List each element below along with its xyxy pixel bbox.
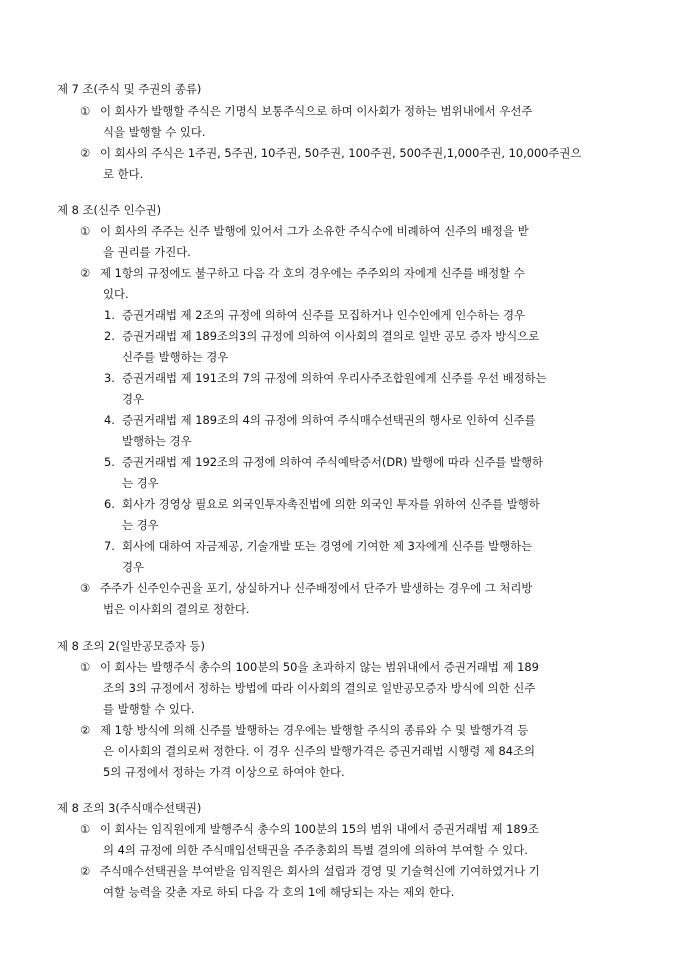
clause-3: ③ 주주가 신주인수권을 포기, 상실하거나 신주배정에서 단주가 발생하는 경우에 그 처리방: [80, 581, 533, 595]
clause-1: ① 이 회사가 발행할 주식은 기명식 보통주식으로 하며 이사회가 정하는 범위내에서 우선주: [80, 104, 533, 118]
clause-1: ① 이 회사의 주주는 신주 발행에 있어서 그가 소유한 주식수에 비례하여 신주의 배정을 받: [80, 224, 529, 238]
subitem-3: 3. 증권거래법 제 191조의 7의 규정에 의하여 우리사주조합원에게 신주를 우선 배정하는: [104, 371, 547, 385]
clause-1-cont: 을 권리를 가진다.: [103, 245, 191, 259]
clause-1-cont: 를 발행할 수 있다.: [103, 702, 195, 716]
clause-2-cont: 5의 규정에서 정하는 가격 이상으로 하여야 한다.: [103, 765, 345, 779]
article-heading: 제 8 조(신주 인수권): [57, 203, 162, 217]
subitem-6: 6. 회사가 경영상 필요로 외국인투자촉진법에 의한 외국인 투자를 위하여 신주를 발행하: [104, 497, 540, 511]
article-heading: 제 8 조의 2(일반공모증자 등): [57, 639, 205, 653]
clause-2-cont: 로 한다.: [103, 167, 144, 181]
subitem-3-cont: 경우: [122, 392, 145, 406]
subitem-2: 2. 증권거래법 제 189조의3의 규정에 의하여 이사회의 결의로 일반 공모 증자 방식으로: [104, 329, 540, 343]
clause-2: ② 주식매수선택권을 부여받을 임직원은 회사의 설립과 경영 및 기술혁신에 기여하였거나 기: [80, 864, 540, 878]
subitem-7-cont: 경우: [122, 560, 145, 574]
subitem-7: 7. 회사에 대하여 자금제공, 기술개발 또는 경영에 기여한 제 3자에게 신주를 발행하는: [104, 539, 533, 553]
subitem-4: 4. 증권거래법 제 189조의 4의 규정에 의하여 주식매수선택권의 행사로 인하여 신주를: [104, 413, 536, 427]
clause-1: ① 이 회사는 임직원에게 발행주식 총수의 100분의 15의 범위 내에서 증권거래법 제 189조: [80, 822, 539, 836]
clause-2: ② 이 회사의 주식은 1주권, 5주권, 10주권, 50주권, 100주권, 500주권,1,000주권, 10,000주권으: [80, 146, 582, 160]
subitem-2-cont: 신주를 발행하는 경우: [122, 350, 229, 364]
clause-1-cont: 의 4의 규정에 의한 주식매입선택권을 주주총회의 특별 결의에 의하여 부여할 수 있다.: [103, 843, 528, 857]
subitem-4-cont: 발행하는 경우: [122, 434, 192, 448]
clause-2: ② 제 1항의 규정에도 불구하고 다음 각 호의 경우에는 주주외의 자에게 신주를 배정할 수: [80, 266, 525, 280]
article-heading: 제 7 조(주식 및 주권의 종류): [57, 82, 202, 96]
article-heading: 제 8 조의 3(주식매수선택권): [57, 801, 202, 815]
clause-2-cont: 있다.: [103, 287, 129, 301]
subitem-5-cont: 는 경우: [122, 476, 159, 490]
subitem-1: 1. 증권거래법 제 2조의 규정에 의하여 신주를 모집하거나 인수인에게 인수하는 경우: [104, 308, 525, 322]
clause-2: ② 제 1항 방식에 의해 신주를 발행하는 경우에는 발행할 주식의 종류와 수 및 발행가격 등: [80, 723, 529, 737]
clause-3-cont: 법은 이사회의 결의로 정한다.: [103, 602, 250, 616]
subitem-5: 5. 증권거래법 제 192조의 규정에 의하여 주식예탁증서(DR) 발행에 따라 신주를 발행하: [104, 455, 544, 469]
clause-2-cont: 여할 능력을 갖춘 자로 하되 다음 각 호의 1에 해당되는 자는 제외 한다.: [103, 885, 455, 899]
clause-2-cont: 은 이사회의 결의로써 정한다. 이 경우 신주의 발행가격은 증권거래법 시행령 제 84조의: [103, 744, 536, 758]
clause-1: ① 이 회사는 발행주식 총수의 100분의 50을 초과하지 않는 범위내에서 증권거래법 제 189: [80, 660, 539, 674]
clause-1-cont: 식을 발행할 수 있다.: [103, 125, 206, 139]
subitem-6-cont: 는 경우: [122, 518, 159, 532]
clause-1-cont: 조의 3의 규정에서 정하는 방법에 따라 이사회의 결의로 일반공모증자 방식에 의한 신주: [103, 681, 536, 695]
